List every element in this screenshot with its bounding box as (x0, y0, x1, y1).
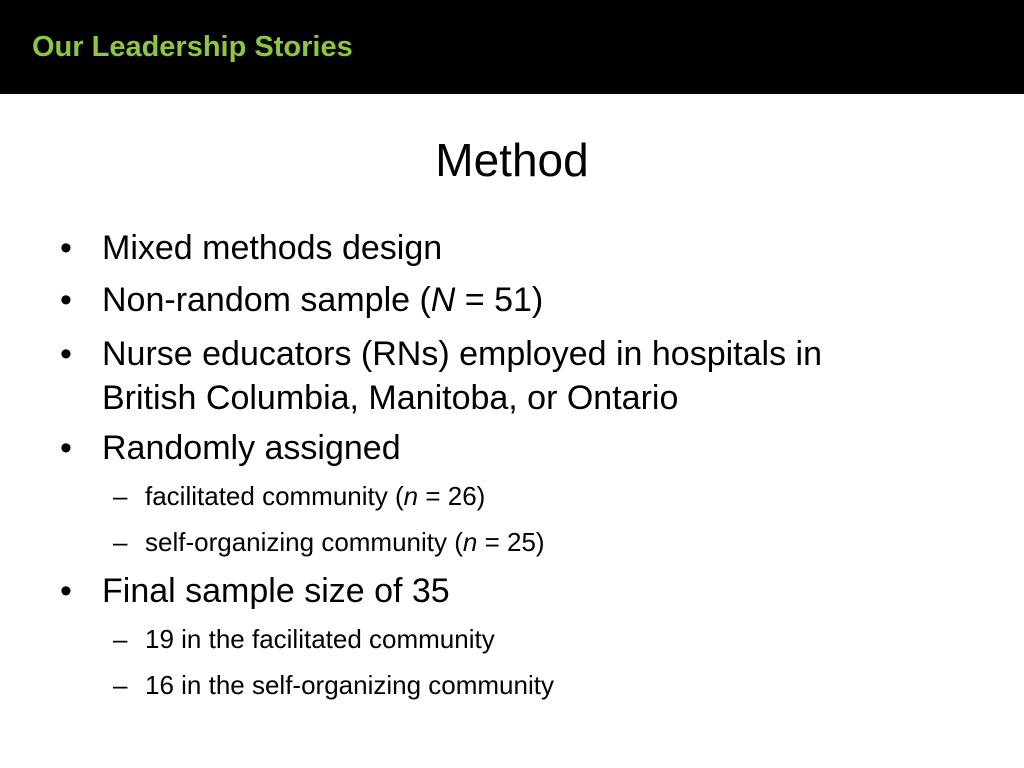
bullet-text-part: = 51) (455, 281, 544, 319)
sub-bullet-text-part: = 25) (477, 527, 545, 557)
bullet-text-line: British Columbia, Manitoba, or Ontario (102, 379, 679, 417)
bullet-marker: • (60, 281, 72, 319)
sub-bullet-text: 16 in the self-organizing community (145, 670, 554, 700)
dash-marker: – (113, 624, 128, 654)
bullet-marker: • (60, 229, 72, 267)
sub-bullet-text (145, 479, 485, 513)
sub-bullet-text-part: facilitated community ( (145, 481, 404, 511)
slide-title: Method (435, 134, 589, 186)
sub-bullet-text-part: = 26) (418, 481, 486, 511)
bullet-marker: • (60, 429, 72, 467)
dash-marker: – (113, 527, 128, 557)
bullet-marker: • (60, 572, 72, 610)
bullet-text (102, 278, 543, 322)
sub-bullet-text: 19 in the facilitated community (145, 624, 495, 654)
bullet-text: Mixed methods design (102, 229, 443, 267)
bullet-text: Final sample size of 35 (102, 572, 450, 610)
header-title: Our Leadership Stories (32, 31, 353, 63)
dash-marker: – (113, 670, 128, 700)
bullet-text: Randomly assigned (102, 429, 401, 467)
bullet-text-part: Non-random sample ( (102, 281, 431, 319)
bullet-text (102, 332, 822, 420)
sample-symbol: n (403, 481, 419, 511)
sub-bullet-text (145, 525, 545, 559)
bullet-text-line: Nurse educators (RNs) employed in hospitals in (102, 335, 822, 373)
bullet-marker: • (60, 335, 72, 373)
sample-symbol: N (430, 281, 456, 319)
sample-symbol: n (462, 527, 478, 557)
dash-marker: – (113, 481, 128, 511)
sub-bullet-text-part: self-organizing community ( (145, 527, 463, 557)
